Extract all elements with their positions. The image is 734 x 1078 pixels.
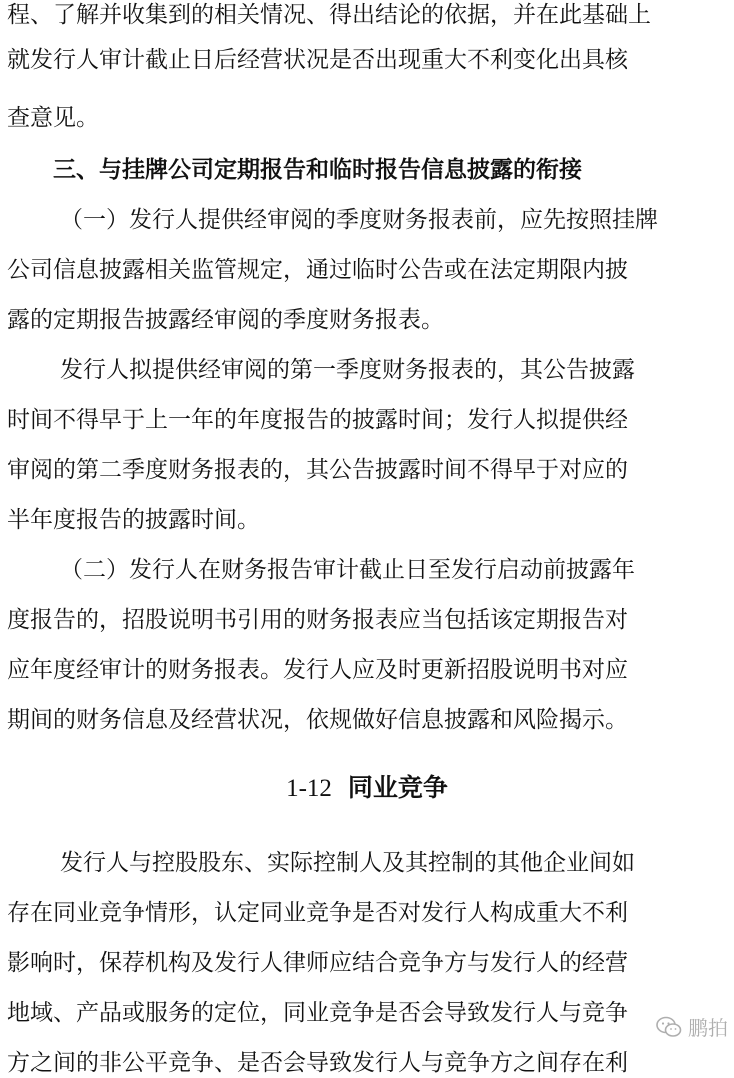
- paragraph-line: 地域、产品或服务的定位，同业竞争是否会导致发行人与竞争: [7, 1000, 628, 1026]
- paragraph-line: 期间的财务信息及经营状况，依规做好信息披露和风险揭示。: [7, 707, 628, 733]
- paragraph-line: 度报告的，招股说明书引用的财务报表应当包括该定期报告对: [7, 607, 628, 633]
- subsection-heading: 三、与挂牌公司定期报告和临时报告信息披露的衔接: [53, 157, 582, 183]
- paragraph-line: 露的定期报告披露经审阅的季度财务报表。: [7, 307, 444, 333]
- paragraph-line: 应年度经审计的财务报表。发行人应及时更新招股说明书对应: [7, 657, 628, 683]
- paragraph-line: 影响时，保荐机构及发行人律师应结合竞争方与发行人的经营: [7, 950, 628, 976]
- paragraph-line: 程、了解并收集到的相关情况、得出结论的依据，并在此基础上: [7, 2, 651, 28]
- paragraph-line: 半年度报告的披露时间。: [7, 507, 260, 533]
- section-number: 1-12: [286, 775, 332, 802]
- watermark: [656, 1012, 728, 1041]
- watermark-text: 鹏拍: [688, 1016, 728, 1040]
- section-title: 同业竞争: [347, 773, 448, 802]
- wechat-icon: [656, 1016, 682, 1038]
- section-heading: [0, 772, 734, 805]
- paragraph-line: 发行人拟提供经审阅的第一季度财务报表的，其公告披露: [60, 357, 635, 383]
- paragraph-line: 就发行人审计截止日后经营状况是否出现重大不利变化出具核: [7, 47, 628, 73]
- paragraph-line: 存在同业竞争情形，认定同业竞争是否对发行人构成重大不利: [7, 900, 628, 926]
- paragraph-line: （二）发行人在财务报告审计截止日至发行启动前披露年: [60, 557, 635, 583]
- paragraph-line: 方之间的非公平竞争、是否会导致发行人与竞争方之间存在利: [7, 1050, 628, 1076]
- paragraph-line: （一）发行人提供经审阅的季度财务报表前，应先按照挂牌: [60, 207, 658, 233]
- paragraph-line: 公司信息披露相关监管规定，通过临时公告或在法定期限内披: [7, 257, 628, 283]
- paragraph-line: 时间不得早于上一年的年度报告的披露时间；发行人拟提供经: [7, 407, 628, 433]
- paragraph-line: 审阅的第二季度财务报表的，其公告披露时间不得早于对应的: [7, 457, 628, 483]
- paragraph-line: 发行人与控股股东、实际控制人及其控制的其他企业间如: [60, 850, 635, 876]
- paragraph-line: 查意见。: [7, 105, 99, 131]
